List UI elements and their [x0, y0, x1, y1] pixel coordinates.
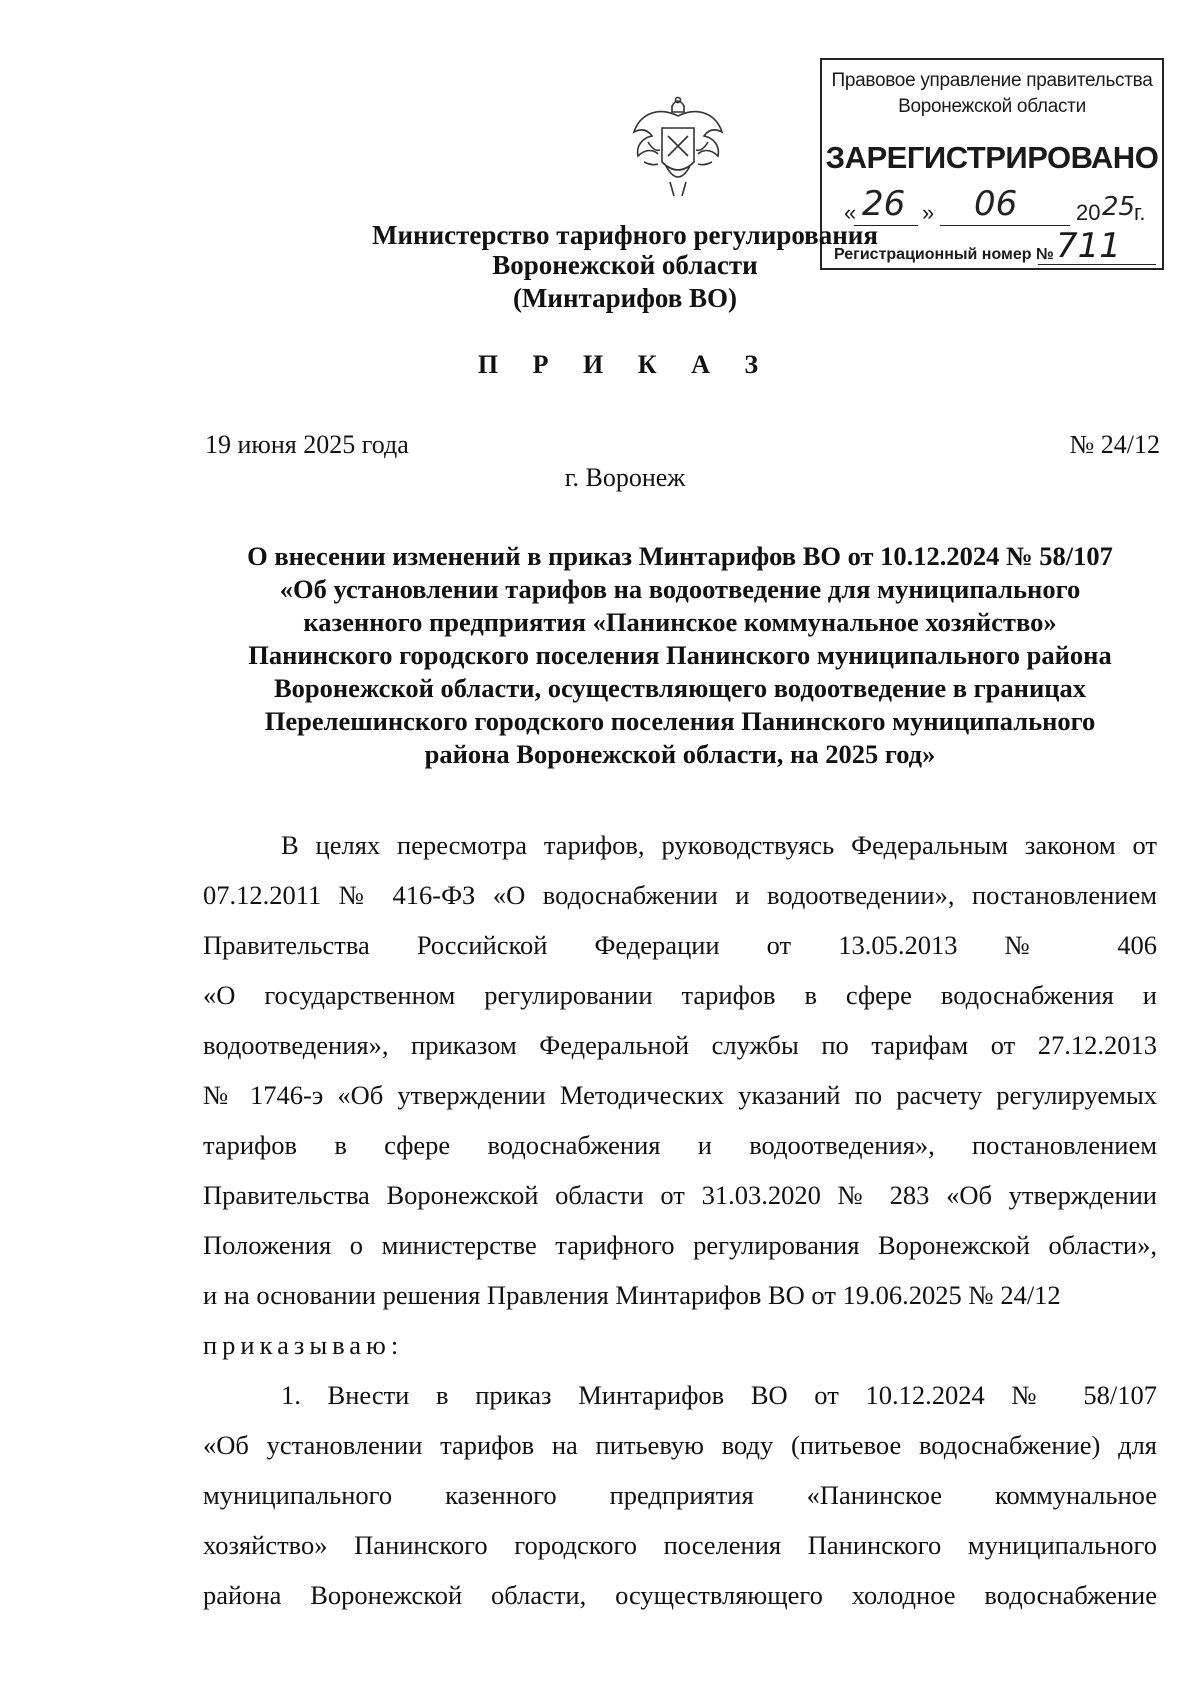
body-line: 1. Внести в приказ Минтарифов ВО от 10.12.2024 № 58/107 — [281, 1380, 1157, 1410]
stamp-org-line1: Правовое управление правительства — [831, 70, 1153, 91]
order-title — [200, 540, 1160, 771]
order-number: № 24/12 — [1069, 430, 1160, 459]
ministry-name-line2: Воронежской области — [492, 250, 758, 280]
body-line: 07.12.2011 № 416-ФЗ «О водоснабжении и водоотведении», постановлением — [203, 880, 1157, 910]
title-line: казенного предприятия «Панинское коммунальное хозяйство» — [303, 607, 1057, 637]
title-line: Воронежской области, осуществляющего водоотведение в границах — [274, 673, 1086, 703]
stamp-registered-label: ЗАРЕГИСТРИРОВАНО — [825, 140, 1159, 175]
order-date: 19 июня 2025 года — [205, 430, 409, 459]
stamp-year-prefix: 20 — [1076, 200, 1101, 225]
body-line: района Воронежской области, осуществляющего холодное водоснабжение — [203, 1580, 1157, 1610]
stamp-month: 06 — [974, 184, 1018, 224]
body-line: В целях пересмотра тарифов, руководствуясь Федеральным законом от — [281, 830, 1157, 860]
order-body — [203, 820, 1157, 1620]
body-line: Правительства Российской Федерации от 13.05.2013 № 406 — [203, 930, 1157, 960]
stamp-organization — [822, 68, 1162, 120]
stamp-org-line2: Воронежской области — [898, 96, 1086, 117]
body-line: Правительства Воронежской области от 31.03.2020 № 283 «Об утверждении — [203, 1180, 1157, 1210]
body-line: тарифов в сфере водоснабжения и водоотведения», постановлением — [203, 1130, 1157, 1160]
title-line: района Воронежской области, на 2025 год» — [424, 739, 936, 769]
document-type: П Р И К А З — [477, 350, 773, 379]
ministry-name-line1: Министерство тарифного регулирования — [372, 220, 878, 250]
body-line: муниципального казенного предприятия «Панинское коммунальное — [203, 1480, 1157, 1510]
title-line: «Об установлении тарифов на водоотведение для муниципального — [279, 574, 1081, 604]
stamp-year-suffix: 25 — [1102, 192, 1136, 222]
stamp-date-row: « 26 » 06 20 25 г. — [844, 184, 1146, 225]
stamp-reg-number-label: Регистрационный номер № — [834, 246, 1054, 263]
body-line: хозяйство» Панинского городского поселения Панинского муниципального — [203, 1530, 1157, 1560]
title-line: Панинского городского поселения Панинского муниципального района — [248, 640, 1112, 670]
ministry-abbr: (Минтарифов ВО) — [512, 283, 738, 313]
body-line: Положения о министерстве тарифного регулирования Воронежской области», — [203, 1230, 1157, 1260]
body-line: и на основании решения Правления Минтарифов ВО от 19.06.2025 № 24/12 — [203, 1280, 1061, 1310]
body-line: № 1746-э «Об утверждении Методических указаний по расчету регулируемых — [203, 1080, 1157, 1110]
title-line: Перелешинского городского поселения Панинского муниципального — [264, 706, 1096, 736]
body-line: водоотведения», приказом Федеральной службы по тарифам от 27.12.2013 — [203, 1030, 1157, 1060]
stamp-year-mark: г. — [1134, 200, 1146, 225]
stamp-day: 26 — [862, 184, 906, 224]
body-line-order-verb: приказываю: — [203, 1330, 404, 1360]
body-line: «О государственном регулировании тарифов в сфере водоснабжения и — [203, 980, 1157, 1010]
coat-of-arms-emblem-icon — [628, 92, 728, 202]
title-line: О внесении изменений в приказ Минтарифов ВО от 10.12.2024 № 58/107 — [247, 541, 1113, 571]
order-city: г. Воронеж — [564, 463, 686, 492]
stamp-reg-number: 711 — [1056, 226, 1121, 266]
body-line: «Об установлении тарифов на питьевую воду (питьевое водоснабжение) для — [203, 1430, 1157, 1460]
